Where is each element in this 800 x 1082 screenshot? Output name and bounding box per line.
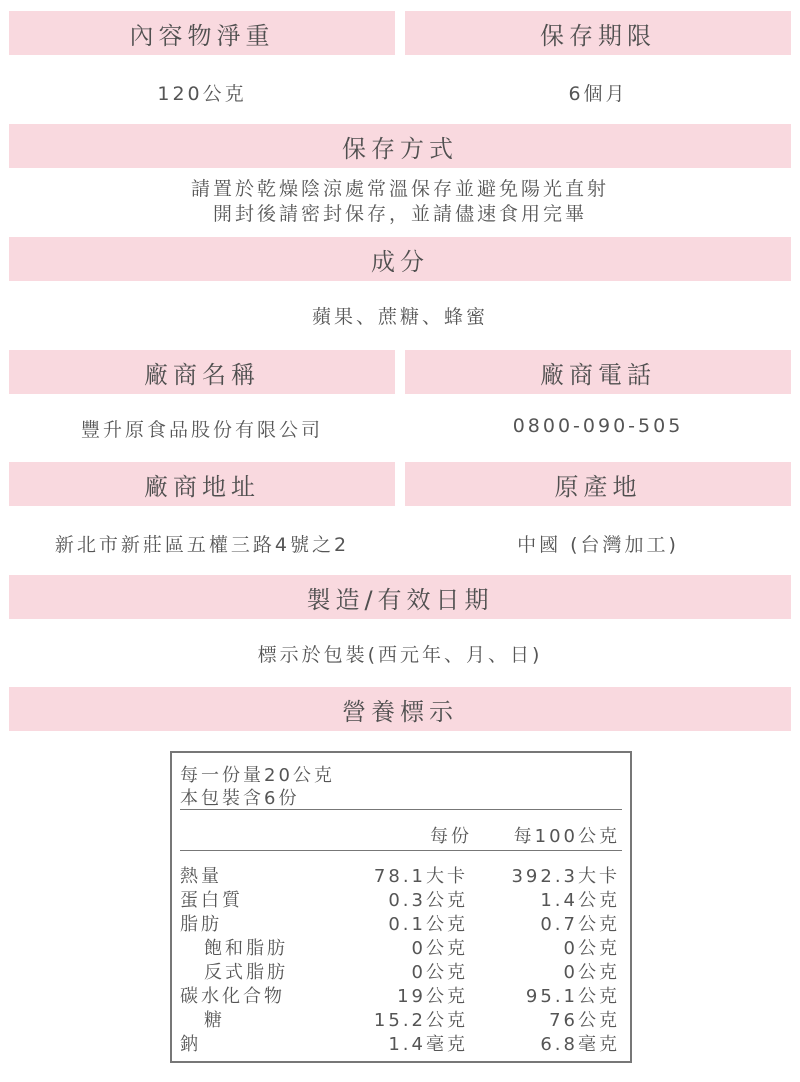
nutrition-header: 營養標示 bbox=[9, 687, 791, 731]
row-name-sugar: 糖 bbox=[204, 1010, 225, 1031]
storage-header: 保存方式 bbox=[9, 124, 791, 168]
origin-header: 原產地 bbox=[405, 462, 791, 506]
serving-size: 每一份量20公克 bbox=[180, 765, 335, 786]
row-per-serving-energy: 78.1大卡 bbox=[373, 866, 468, 887]
row-per-100g-fat: 0.7公克 bbox=[540, 914, 620, 935]
maker-address-header: 廠商地址 bbox=[9, 462, 395, 506]
row-per-serving-sodium: 1.4毫克 bbox=[388, 1034, 468, 1055]
row-name-fat: 脂肪 bbox=[180, 914, 222, 935]
net-weight-header: 內容物淨重 bbox=[9, 11, 395, 55]
row-name-energy: 熱量 bbox=[180, 866, 222, 887]
maker-name-value: 豐升原食品股份有限公司 bbox=[80, 419, 323, 441]
row-per-100g-trans-fat: 0公克 bbox=[563, 962, 620, 983]
row-per-100g-energy: 392.3大卡 bbox=[511, 866, 620, 887]
row-per-serving-trans-fat: 0公克 bbox=[411, 962, 468, 983]
maker-address-value: 新北市新莊區五權三路4號之2 bbox=[54, 534, 350, 556]
maker-phone-value: 0800-090-505 bbox=[512, 415, 684, 437]
divider-top bbox=[180, 809, 622, 810]
row-per-100g-sodium: 6.8毫克 bbox=[540, 1034, 620, 1055]
row-name-trans-fat: 反式脂肪 bbox=[204, 962, 288, 983]
row-name-saturated-fat: 飽和脂肪 bbox=[204, 938, 288, 959]
divider-header bbox=[180, 850, 622, 851]
row-per-serving-carbohydrate: 19公克 bbox=[397, 986, 468, 1007]
net-weight-value: 120公克 bbox=[157, 83, 247, 105]
row-per-100g-saturated-fat: 0公克 bbox=[563, 938, 620, 959]
row-name-protein: 蛋白質 bbox=[180, 890, 243, 911]
row-name-sodium: 鈉 bbox=[180, 1034, 201, 1055]
shelf-life-value: 6個月 bbox=[568, 83, 628, 105]
storage-line-2: 開封後請密封保存，並請儘速食用完畢 bbox=[212, 203, 587, 225]
row-per-serving-fat: 0.1公克 bbox=[388, 914, 468, 935]
maker-phone-header: 廠商電話 bbox=[405, 350, 791, 394]
shelf-life-header: 保存期限 bbox=[405, 11, 791, 55]
origin-value: 中國 (台灣加工) bbox=[517, 534, 679, 556]
row-per-100g-carbohydrate: 95.1公克 bbox=[525, 986, 620, 1007]
ingredients-value: 蘋果、蔗糖、蜂蜜 bbox=[311, 306, 488, 328]
ingredients-header: 成分 bbox=[9, 237, 791, 281]
date-header: 製造/有效日期 bbox=[9, 575, 791, 619]
row-name-carbohydrate: 碳水化合物 bbox=[180, 986, 285, 1007]
storage-line-1: 請置於乾燥陰涼處常溫保存並避免陽光直射 bbox=[190, 178, 609, 200]
row-per-serving-saturated-fat: 0公克 bbox=[411, 938, 468, 959]
servings-per-package: 本包裝含6份 bbox=[180, 788, 300, 809]
date-value: 標示於包裝(西元年、月、日) bbox=[257, 644, 543, 666]
row-per-100g-protein: 1.4公克 bbox=[540, 890, 620, 911]
maker-name-header: 廠商名稱 bbox=[9, 350, 395, 394]
col-per-serving: 每份 bbox=[430, 826, 472, 847]
row-per-serving-protein: 0.3公克 bbox=[388, 890, 468, 911]
col-per-100g: 每100公克 bbox=[513, 826, 620, 847]
row-per-100g-sugar: 76公克 bbox=[549, 1010, 620, 1031]
row-per-serving-sugar: 15.2公克 bbox=[373, 1010, 468, 1031]
nutrition-table bbox=[170, 751, 632, 1063]
